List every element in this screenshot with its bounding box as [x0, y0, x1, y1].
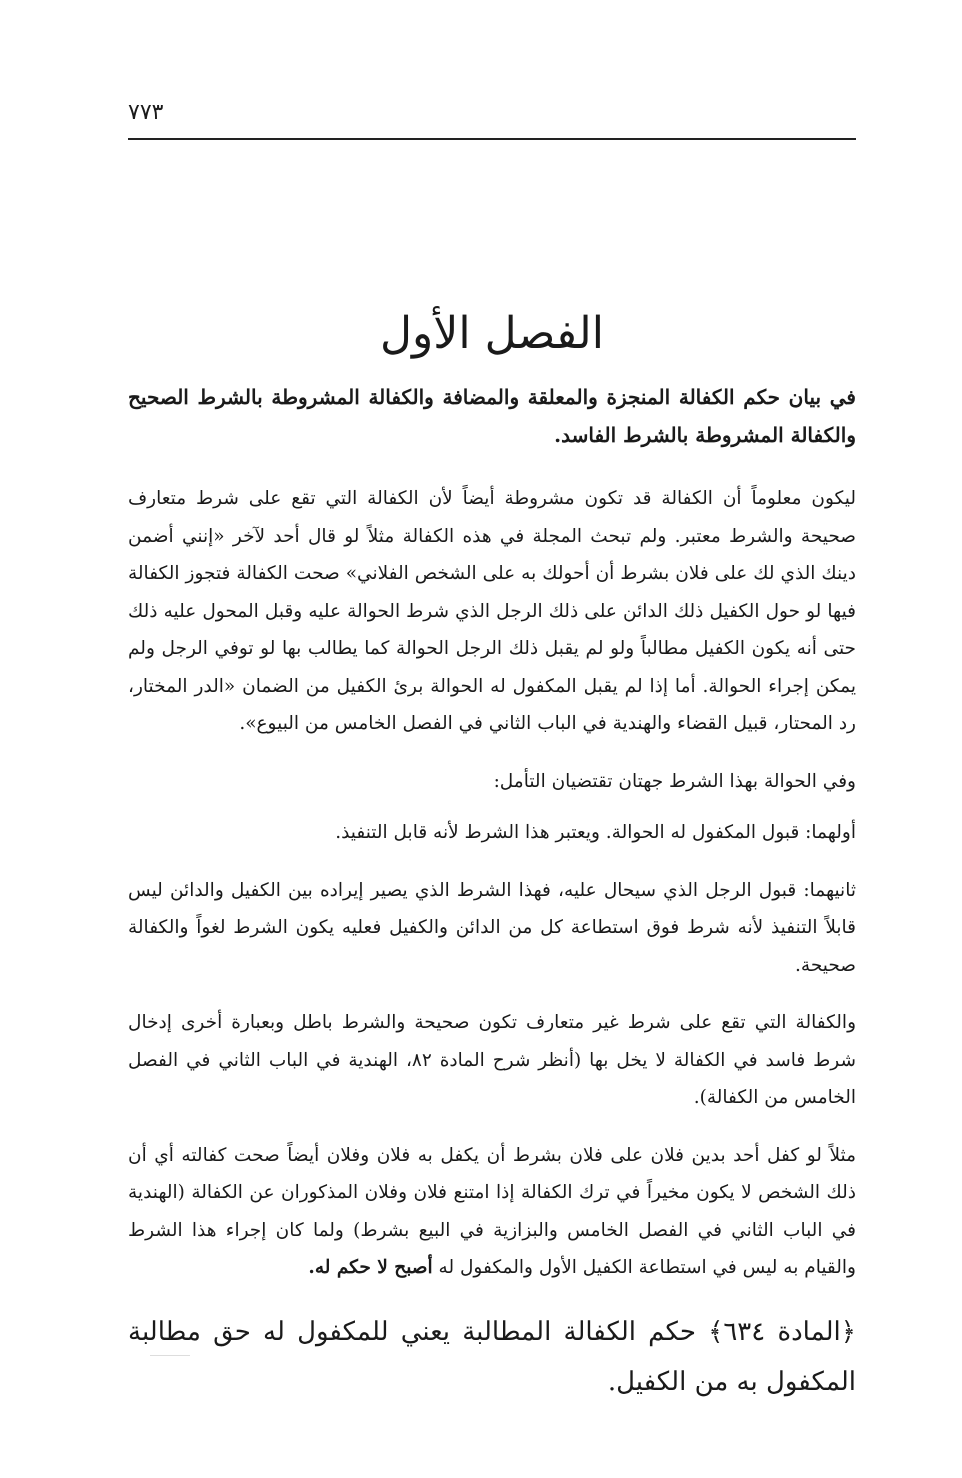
footer-mark [150, 1355, 190, 1356]
chapter-title: الفصل الأول [380, 308, 604, 359]
paragraph-6-emphasis: أصبح لا حكم له. [308, 1257, 433, 1278]
chapter-subtitle: في بيان حكم الكفالة المنجزة والمعلقة والمضافة والكفالة المشروطة بالشرط الصحيح والكفالة المشروطة بالشرط الفاسد. [128, 385, 856, 447]
paragraph-6 [128, 1137, 856, 1287]
paragraph-3: أولهما: قبول المكفول له الحوالة. ويعتبر هذا الشرط لأنه قابل التنفيذ. [335, 822, 856, 843]
page-number: ٧٧٣ [128, 100, 164, 125]
paragraph-1: ليكون معلوماً أن الكفالة قد تكون مشروطة أيضاً لأن الكفالة التي تقع على شرط متعارف صحيحة والشرط معتبر. ولم تبحث المجلة في هذه الكفالة مثلاً لو قال أحد لآخر «إنني أضمن دينك الذي لك على فلان بشرط أن أحولك به على الشخص الفلاني» صحت الكفالة فتجوز الكفالة فيها لو حول الكفيل ذلك الدائن على ذلك الرجل الذي شرط الحوالة عليه وقبل المحول عليه ذلك حتى أنه يكون الكفيل مطالباً ولو لم يقبل ذلك الرجل الحوالة كما يطالب بها لو توفي الرجل ولم يمكن إجراء الحوالة. أما إذا لم يقبل المكفول له الحوالة برئ الكفيل من الضمان «الدر المختار، رد المحتار، قبيل القضاء والهندية في الباب الثاني في الفصل الخامس من البيوع». [128, 488, 856, 734]
paragraph-5: والكفالة التي تقع على شرط غير متعارف تكون صحيحة والشرط باطل وبعبارة أخرى إدخال شرط فاسد في الكفالة لا يخل بها (أنظر شرح المادة ٨٢، الهندية في الباب الثاني في الفصل الخامس من الكفالة). [128, 1012, 856, 1108]
page-content [128, 378, 856, 1433]
header-rule [128, 138, 856, 140]
article-634: ﴿المادة ٦٣٤﴾ حكم الكفالة المطالبة يعني للمكفول له حق مطالبة المكفول به من الكفيل. [128, 1316, 856, 1397]
paragraph-2: وفي الحوالة بهذا الشرط جهتان تقتضيان التأمل: [493, 770, 856, 792]
paragraph-6-text: مثلاً لو كفل أحد بدين فلان على فلان بشرط أن يكفل به فلان وفلان أيضاً صحت كفالته أي أن ذلك الشخص لا يكون مخيراً في ترك الكفالة إذا امتنع فلان وفلان المذكوران عن الكفالة (الهندية في الباب الثاني في الفصل الخامس والبزازية في البيع بشرط) ولما كان إجراء هذا الشرط والقيام به ليس في استطاعة الكفيل الأول والمكفول له [128, 1144, 856, 1278]
paragraph-4: ثانيهما: قبول الرجل الذي سيحال عليه، فهذا الشرط الذي يصير إيراده بين الكفيل والدائن ليس قابلاً التنفيذ لأنه شرط فوق استطاعة كل من الدائن والكفيل فعليه يكون الشرط لغواً والكفالة صحيحة. [128, 879, 856, 976]
